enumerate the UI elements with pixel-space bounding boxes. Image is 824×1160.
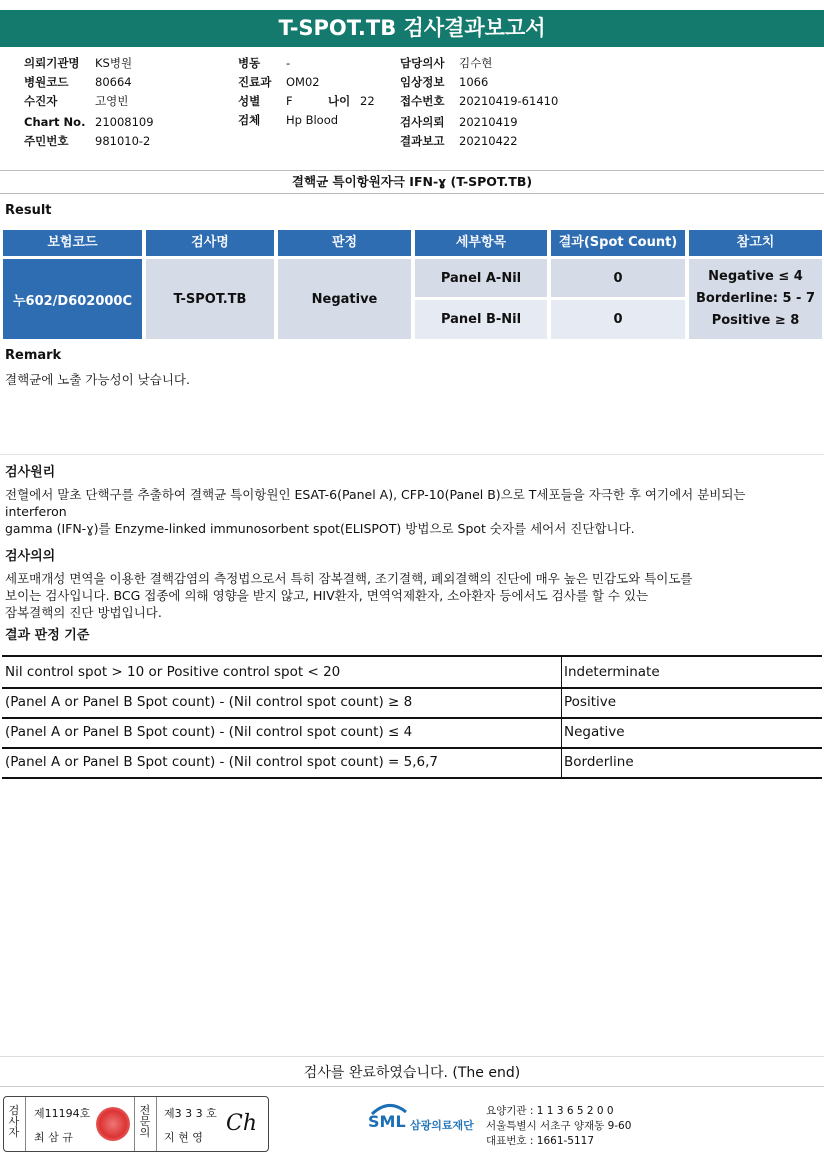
reference-values <box>689 259 822 339</box>
report-title: T-SPOT.TB 검사결과보고서 <box>0 10 824 47</box>
column-divider <box>561 747 562 777</box>
institution-value: KS병원 <box>95 56 133 70</box>
tester-license: 제11194호 <box>34 1107 91 1120</box>
reception-label: 접수번호 <box>400 94 445 108</box>
criteria-row <box>2 657 822 689</box>
reception-value: 20210419-61410 <box>459 94 559 108</box>
hospital-code-label: 병원코드 <box>24 75 69 89</box>
remark-text: 결핵균에 노출 가능성이 낮습니다. <box>5 372 190 387</box>
seal-stamp <box>96 1107 130 1141</box>
principle-text <box>5 486 820 537</box>
significance-line-2: 보이는 검사입니다. BCG 접종에 의해 영향을 받지 않고, HIV환자, 면역억제환자, 소아환자 등에서도 검사를 할 수 있는 <box>5 588 649 603</box>
significance-line-1: 세포매개성 면역을 이용한 결핵감염의 측정법으로서 특히 잠복결핵, 조기결핵, 폐외결핵의 진단에 매우 높은 민감도와 특이도를 <box>5 571 693 586</box>
specimen-label: 검체 <box>238 113 261 127</box>
criteria-condition: (Panel A or Panel B Spot count) - (Nil control spot count) = 5,6,7 <box>5 754 438 770</box>
tester-name: 최 삼 규 <box>34 1131 73 1144</box>
logo-text: SML <box>368 1112 406 1131</box>
ward-value: - <box>286 56 291 70</box>
result-table <box>0 229 824 341</box>
principle-label: 검사원리 <box>5 465 56 480</box>
header-detail: 세부항목 <box>415 230 547 256</box>
report-date-value: 20210422 <box>459 134 518 148</box>
principle-line-1: 전혈에서 말초 단핵구를 추출하여 결핵균 특이항원인 ESAT-6(Panel A), CFP-10(Panel B)으로 T세포들을 자극한 후 여기에서 분비되는 <box>5 487 746 502</box>
ward-label: 병동 <box>238 56 261 70</box>
section-title: 결핵균 특이항원자극 IFN-ɣ (T-SPOT.TB) <box>0 170 824 194</box>
criteria-table <box>2 657 822 781</box>
request-value: 20210419 <box>459 115 518 129</box>
criteria-result: Negative <box>564 724 625 740</box>
chart-no-value: 21008109 <box>95 115 154 129</box>
tester-label: 검사자 <box>8 1104 20 1139</box>
patient-info <box>0 54 824 154</box>
criteria-condition: (Panel A or Panel B Spot count) - (Nil control spot count) ≤ 4 <box>5 724 413 740</box>
institution-address: 서울특별시 서초구 양재동 9-60 <box>486 1120 632 1132</box>
test-name: T-SPOT.TB <box>146 259 274 339</box>
column-divider <box>561 657 562 687</box>
header-judgement: 판정 <box>278 230 411 256</box>
dept-label: 진료과 <box>238 75 272 89</box>
header-result: 결과(Spot Count) <box>551 230 685 256</box>
criteria-row <box>2 717 822 749</box>
reviewer-name: 지 현 영 <box>164 1131 203 1144</box>
divider <box>156 1097 157 1151</box>
sex-label: 성별 <box>238 94 261 108</box>
age-value: 22 <box>360 94 375 108</box>
result-heading: Result <box>5 203 52 218</box>
resident-no-label: 주민번호 <box>24 134 69 148</box>
divider <box>25 1097 26 1151</box>
header-test-name: 검사명 <box>146 230 274 256</box>
institution-phone: 대표번호 : 1661-5117 <box>486 1135 595 1147</box>
judgement-value: Negative <box>278 259 411 339</box>
dept-value: OM02 <box>286 75 320 89</box>
panel-b-value: 0 <box>551 300 685 339</box>
divider <box>134 1097 135 1151</box>
ref-positive: Positive ≥ 8 <box>711 313 800 328</box>
criteria-condition: (Panel A or Panel B Spot count) - (Nil control spot count) ≥ 8 <box>5 694 413 710</box>
reviewer-license: 제3 3 3 호 <box>164 1107 217 1120</box>
signature-box <box>3 1096 269 1152</box>
header-code: 보험코드 <box>3 230 142 256</box>
panel-b-label: Panel B-Nil <box>415 300 547 339</box>
column-divider <box>561 717 562 747</box>
signature: Ch <box>226 1111 258 1136</box>
request-label: 검사의뢰 <box>400 115 445 129</box>
panel-a-value: 0 <box>551 259 685 297</box>
criteria-result: Borderline <box>564 754 634 770</box>
sex-value: F <box>286 94 293 108</box>
criteria-result: Positive <box>564 694 617 710</box>
ref-negative: Negative ≤ 4 <box>708 269 803 284</box>
criteria-result: Indeterminate <box>564 664 660 680</box>
report-date-label: 결과보고 <box>400 134 445 148</box>
significance-line-3: 잠복결핵의 진단 방법입니다. <box>5 605 162 620</box>
ref-borderline: Borderline: 5 - 7 <box>695 291 816 306</box>
institution-details <box>486 1104 631 1149</box>
divider <box>0 454 824 455</box>
principle-line-2: interferon <box>5 504 67 519</box>
chart-no-label: Chart No. <box>24 115 86 129</box>
specimen-value: Hp Blood <box>286 113 339 127</box>
criteria-condition: Nil control spot > 10 or Positive control spot < 20 <box>5 664 341 680</box>
criteria-row <box>2 747 822 779</box>
significance-label: 검사의의 <box>5 549 56 564</box>
remark-label: Remark <box>5 348 62 363</box>
resident-no-value: 981010-2 <box>95 134 151 148</box>
institution-label: 의뢰기관명 <box>24 56 80 70</box>
doctor-value: 김수현 <box>459 56 493 70</box>
logo-name: 삼광의료재단 <box>410 1119 474 1132</box>
patient-value: 고영빈 <box>95 94 129 108</box>
doctor-label: 담당의사 <box>400 56 445 70</box>
end-text: 검사를 완료하였습니다. (The end) <box>303 1065 521 1081</box>
sml-logo <box>368 1100 410 1142</box>
divider <box>0 1056 824 1057</box>
criteria-row <box>2 687 822 719</box>
criteria-label: 결과 판정 기준 <box>5 628 90 643</box>
principle-line-3: gamma (IFN-ɣ)를 Enzyme-linked immunosorbent spot(ELISPOT) 방법으로 Spot 숫자를 세어서 진단합니다. <box>5 521 635 536</box>
institution-code: 요양기관 : 1 1 3 6 5 2 0 0 <box>486 1105 614 1117</box>
clinical-value: 1066 <box>459 75 489 89</box>
patient-label: 수진자 <box>24 94 58 108</box>
divider <box>0 1086 824 1087</box>
insurance-code: 누602/D602000C <box>3 259 142 339</box>
panel-a-label: Panel A-Nil <box>415 259 547 297</box>
age-label: 나이 <box>328 94 351 108</box>
header-reference: 참고치 <box>689 230 822 256</box>
column-divider <box>561 687 562 717</box>
hospital-code-value: 80664 <box>95 75 132 89</box>
clinical-label: 임상정보 <box>400 75 445 89</box>
reviewer-label: 전문의 <box>139 1104 151 1139</box>
significance-text <box>5 570 820 621</box>
